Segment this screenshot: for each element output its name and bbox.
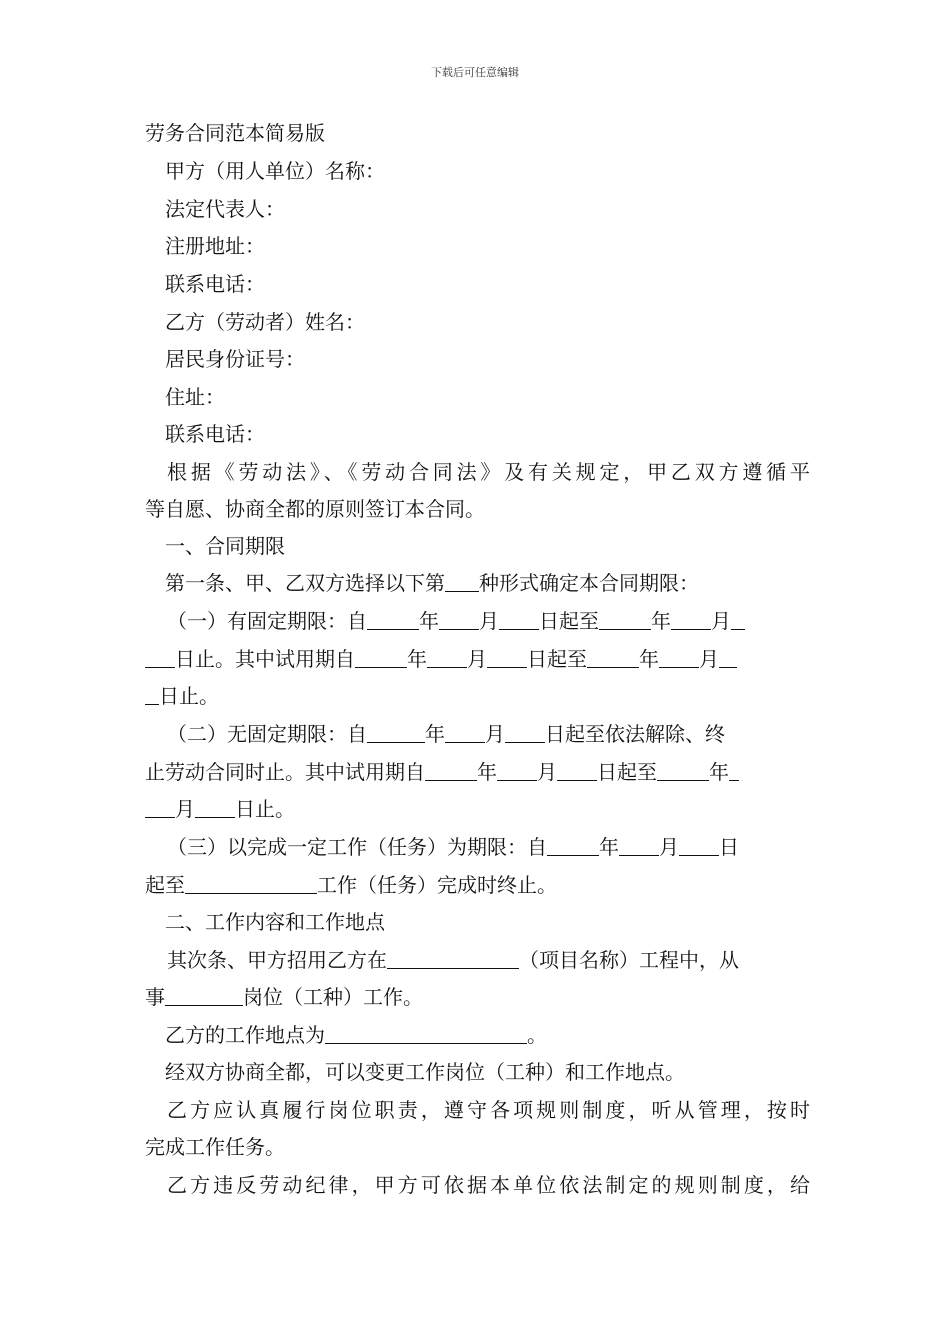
party-b-name: 乙方（劳动者）姓名： xyxy=(165,310,365,334)
month-label: 月 xyxy=(175,797,195,821)
blank xyxy=(325,1023,527,1044)
blank xyxy=(547,835,599,856)
blank xyxy=(185,873,317,894)
open-term-line2 xyxy=(145,757,739,787)
open-term-label: （二）无固定期限：自 xyxy=(167,722,367,746)
legal-representative: 法定代表人： xyxy=(165,197,285,221)
blank xyxy=(659,647,699,668)
blank xyxy=(487,647,527,668)
header-note: 下载后可任意编辑 xyxy=(431,66,519,79)
change-clause: 经双方协商全都，可以变更工作岗位（工种）和工作地点。 xyxy=(165,1060,685,1084)
duty-line2: 完成工作任务。 xyxy=(145,1135,285,1159)
day-label: 日 xyxy=(719,835,739,859)
blank xyxy=(165,985,243,1006)
duty-line1: 乙方应认真履行岗位职责，遵守各项规则制度，听从管理，按时 xyxy=(167,1098,810,1122)
article-2-line1 xyxy=(145,945,739,975)
workplace-line xyxy=(145,1020,547,1050)
blank xyxy=(145,797,175,818)
article-2-text-c: 事 xyxy=(145,985,165,1009)
open-term-trial: 止劳动合同时止。其中试用期自 xyxy=(145,760,425,784)
blank xyxy=(731,609,745,630)
month-label: 月 xyxy=(479,609,499,633)
year-label: 年 xyxy=(599,835,619,859)
id-number: 居民身份证号： xyxy=(165,347,305,371)
blank xyxy=(499,609,539,630)
month-label: 月 xyxy=(467,647,487,671)
article-2-text-d: 岗位（工种）工作。 xyxy=(243,985,423,1009)
fixed-term-line3 xyxy=(145,681,219,711)
fixed-term-end: 日止。 xyxy=(159,684,219,708)
task-term-line2 xyxy=(145,870,557,900)
section-2-title: 二、工作内容和工作地点 xyxy=(165,910,385,934)
workplace-period: 。 xyxy=(527,1023,547,1047)
year-label: 年 xyxy=(419,609,439,633)
blank xyxy=(497,760,537,781)
blank xyxy=(557,760,597,781)
blank xyxy=(195,797,235,818)
task-term-line1 xyxy=(145,832,739,862)
blank xyxy=(367,722,425,743)
year-label: 年 xyxy=(639,647,659,671)
blank xyxy=(427,647,467,668)
document-title: 劳务合同范本简易版 xyxy=(145,121,325,145)
month-label: 月 xyxy=(711,609,731,633)
article-2-text-a: 其次条、甲方招用乙方在 xyxy=(167,948,387,972)
year-label: 年 xyxy=(651,609,671,633)
party-b-phone: 联系电话： xyxy=(165,422,265,446)
trial-period-label: 日止。其中试用期自 xyxy=(175,647,355,671)
blank xyxy=(587,647,639,668)
party-b-address: 住址： xyxy=(165,385,225,409)
day-from-label: 日起至 xyxy=(597,760,657,784)
blank xyxy=(719,647,737,668)
article-2-text-b: （项目名称）工程中，从 xyxy=(519,948,739,972)
blank xyxy=(445,571,479,592)
blank xyxy=(367,609,419,630)
intro-paragraph-line1: 根据《劳动法》、《劳动合同法》及有关规定，甲乙双方遵循平 xyxy=(167,460,810,484)
blank xyxy=(425,760,477,781)
blank xyxy=(439,609,479,630)
blank xyxy=(145,684,159,705)
open-term-until: 日起至依法解除、终 xyxy=(545,722,725,746)
section-1-title: 一、合同期限 xyxy=(165,534,285,558)
blank xyxy=(679,835,719,856)
month-label: 月 xyxy=(659,835,679,859)
fixed-term-line1 xyxy=(145,606,745,636)
open-term-line3 xyxy=(145,794,295,824)
blank xyxy=(355,647,407,668)
fixed-term-label: （一）有固定期限：自 xyxy=(167,609,367,633)
day-from-label: 日起至 xyxy=(539,609,599,633)
blank xyxy=(599,609,651,630)
task-term-end: 工作（任务）完成时终止。 xyxy=(317,873,557,897)
article-1-text-b: 种形式确定本合同期限： xyxy=(479,571,699,595)
intro-paragraph-line2: 等自愿、协商全都的原则签订本合同。 xyxy=(145,497,485,521)
registered-address: 注册地址： xyxy=(165,234,265,258)
open-term-end: 日止。 xyxy=(235,797,295,821)
blank xyxy=(671,609,711,630)
fixed-term-line2 xyxy=(145,644,737,674)
article-1 xyxy=(145,568,699,598)
party-a-name: 甲方（用人单位）名称： xyxy=(165,159,385,183)
party-a-phone: 联系电话： xyxy=(165,272,265,296)
month-label: 月 xyxy=(699,647,719,671)
blank xyxy=(729,760,739,781)
article-1-text-a: 第一条、甲、乙双方选择以下第 xyxy=(165,571,445,595)
blank xyxy=(145,647,175,668)
month-label: 月 xyxy=(537,760,557,784)
task-from-to: 起至 xyxy=(145,873,185,897)
blank xyxy=(505,722,545,743)
year-label: 年 xyxy=(425,722,445,746)
task-term-label: （三）以完成一定工作（任务）为期限：自 xyxy=(167,835,547,859)
month-label: 月 xyxy=(485,722,505,746)
year-label: 年 xyxy=(709,760,729,784)
open-term-line1 xyxy=(145,719,725,749)
article-2-line2 xyxy=(145,982,423,1012)
discipline-line: 乙方违反劳动纪律，甲方可依据本单位依法制定的规则制度，给 xyxy=(167,1173,810,1197)
year-label: 年 xyxy=(477,760,497,784)
blank xyxy=(445,722,485,743)
blank xyxy=(387,948,519,969)
blank xyxy=(619,835,659,856)
year-label: 年 xyxy=(407,647,427,671)
blank xyxy=(657,760,709,781)
workplace-text: 乙方的工作地点为 xyxy=(165,1023,325,1047)
day-from-label: 日起至 xyxy=(527,647,587,671)
